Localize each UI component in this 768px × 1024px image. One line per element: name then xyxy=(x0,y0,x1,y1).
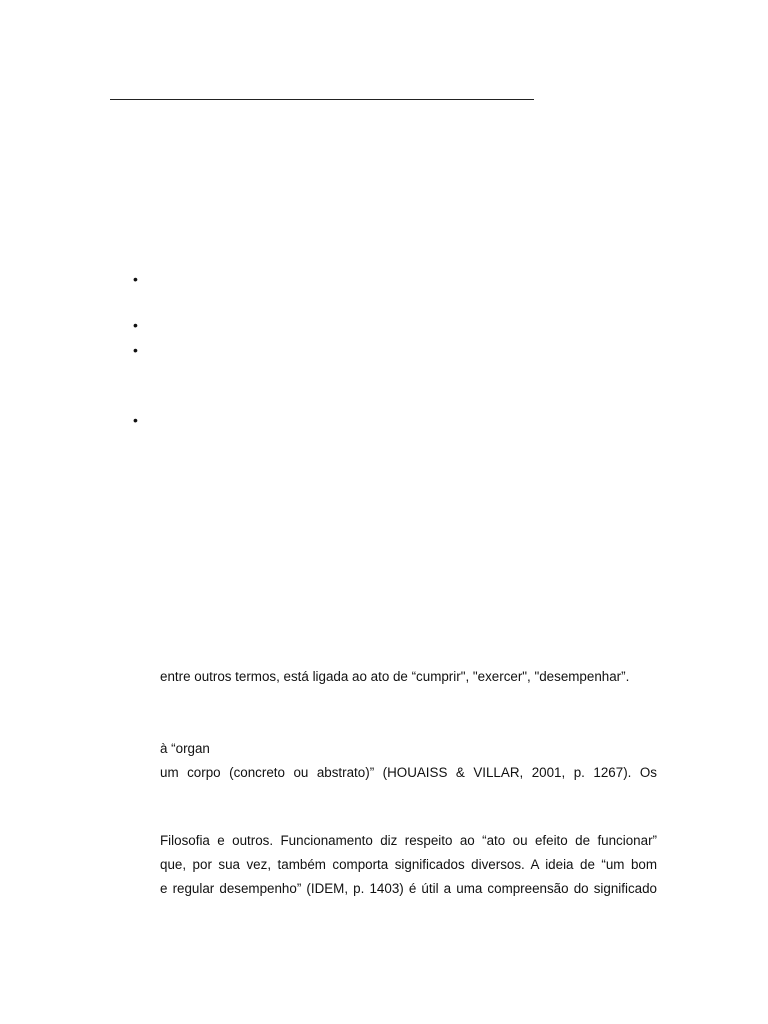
bullet-marker-1: • xyxy=(133,271,138,287)
body-line-6: e regular desempenho” (IDEM, p. 1403) é útil a uma compreensão do significado xyxy=(160,881,657,896)
body-line-4: Filosofia e outros. Funcionamento diz respeito ao “ato ou efeito de funcionar” xyxy=(160,833,657,848)
bullet-marker-2: • xyxy=(133,317,138,333)
body-line-2: à “organ xyxy=(160,741,210,756)
body-line-3: um corpo (concreto ou abstrato)” (HOUAISS & VILLAR, 2001, p. 1267). Os xyxy=(160,765,657,780)
bullet-marker-3: • xyxy=(133,342,138,358)
header-rule xyxy=(110,99,534,100)
bullet-marker-4: • xyxy=(133,412,138,428)
body-line-1: entre outros termos, está ligada ao ato de “cumprir", "exercer", "desempenhar”. xyxy=(160,669,630,684)
body-line-5: que, por sua vez, também comporta significados diversos. A ideia de “um bom xyxy=(160,857,657,872)
